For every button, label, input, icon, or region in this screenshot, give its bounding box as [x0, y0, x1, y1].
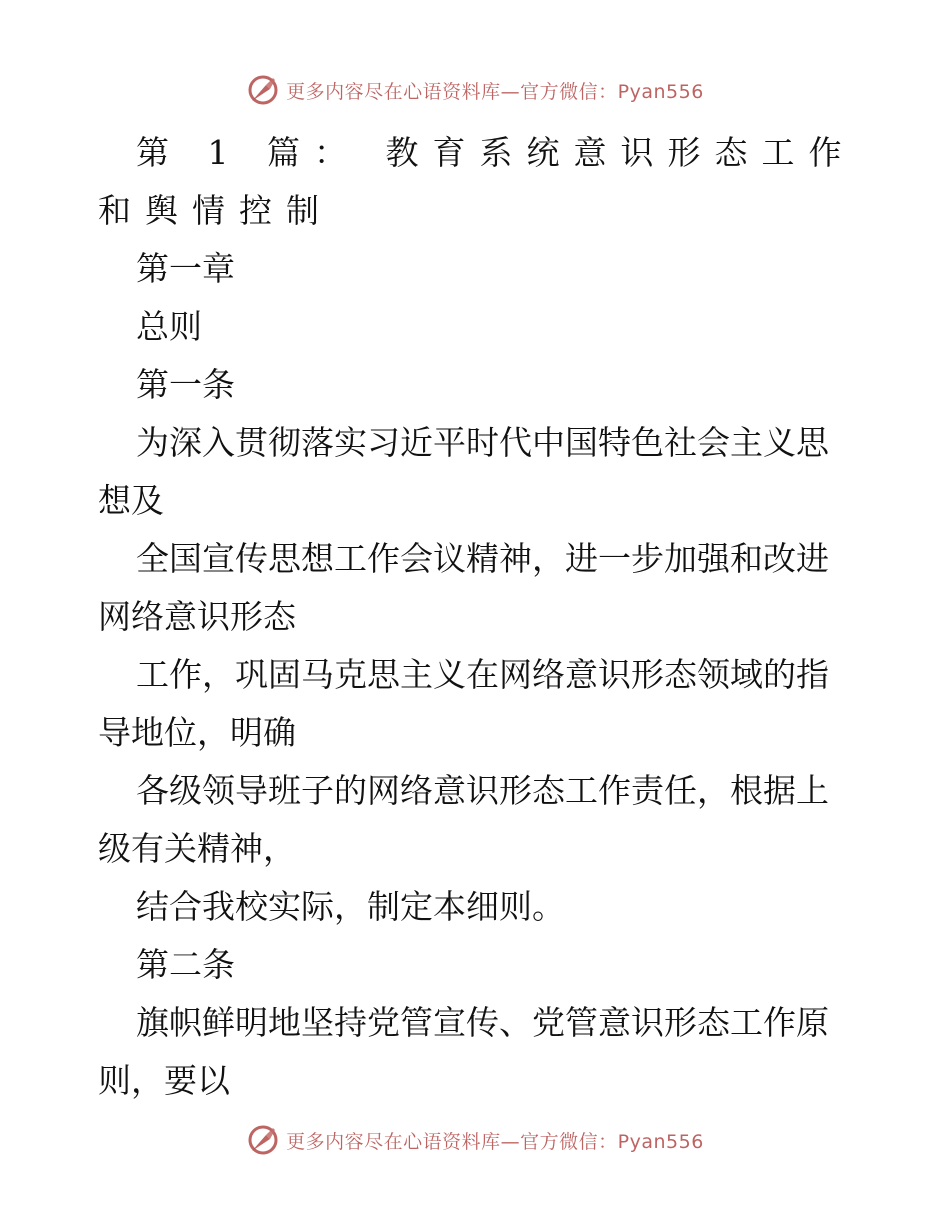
document-title: 第 1 篇： 教育系统意识形态工作和舆情控制 [98, 133, 856, 230]
paragraph-line: 全国宣传思想工作会议精神，进一步加强和改进网络意识形态 [98, 539, 829, 636]
watermark-text: 更多内容尽在心语资料库—官方微信：Pyan556 [286, 80, 704, 103]
paragraph-line: 各级领导班子的网络意识形态工作责任，根据上级有关精神， [98, 771, 829, 868]
header-watermark-banner [0, 70, 950, 110]
document-body [98, 124, 858, 1110]
paragraph-line: 工作，巩固马克思主义在网络意识形态领域的指导地位，明确 [98, 655, 829, 752]
paragraph-line: 结合我校实际，制定本细则。 [136, 887, 565, 926]
watermark-text: 更多内容尽在心语资料库—官方微信：Pyan556 [286, 1130, 704, 1153]
pen-nib-logo-icon [246, 1123, 280, 1157]
chapter-heading: 第一章 [136, 249, 235, 288]
pen-nib-logo-icon [246, 73, 280, 107]
footer-watermark-banner [0, 1120, 950, 1160]
chapter-name: 总则 [136, 307, 202, 346]
article-heading: 第二条 [136, 945, 235, 984]
paragraph-line: 为深入贯彻落实习近平时代中国特色社会主义思想及 [98, 423, 829, 520]
article-heading: 第一条 [136, 365, 235, 404]
paragraph-line: 旗帜鲜明地坚持党管宣传、党管意识形态工作原则，要以 [98, 1003, 829, 1100]
